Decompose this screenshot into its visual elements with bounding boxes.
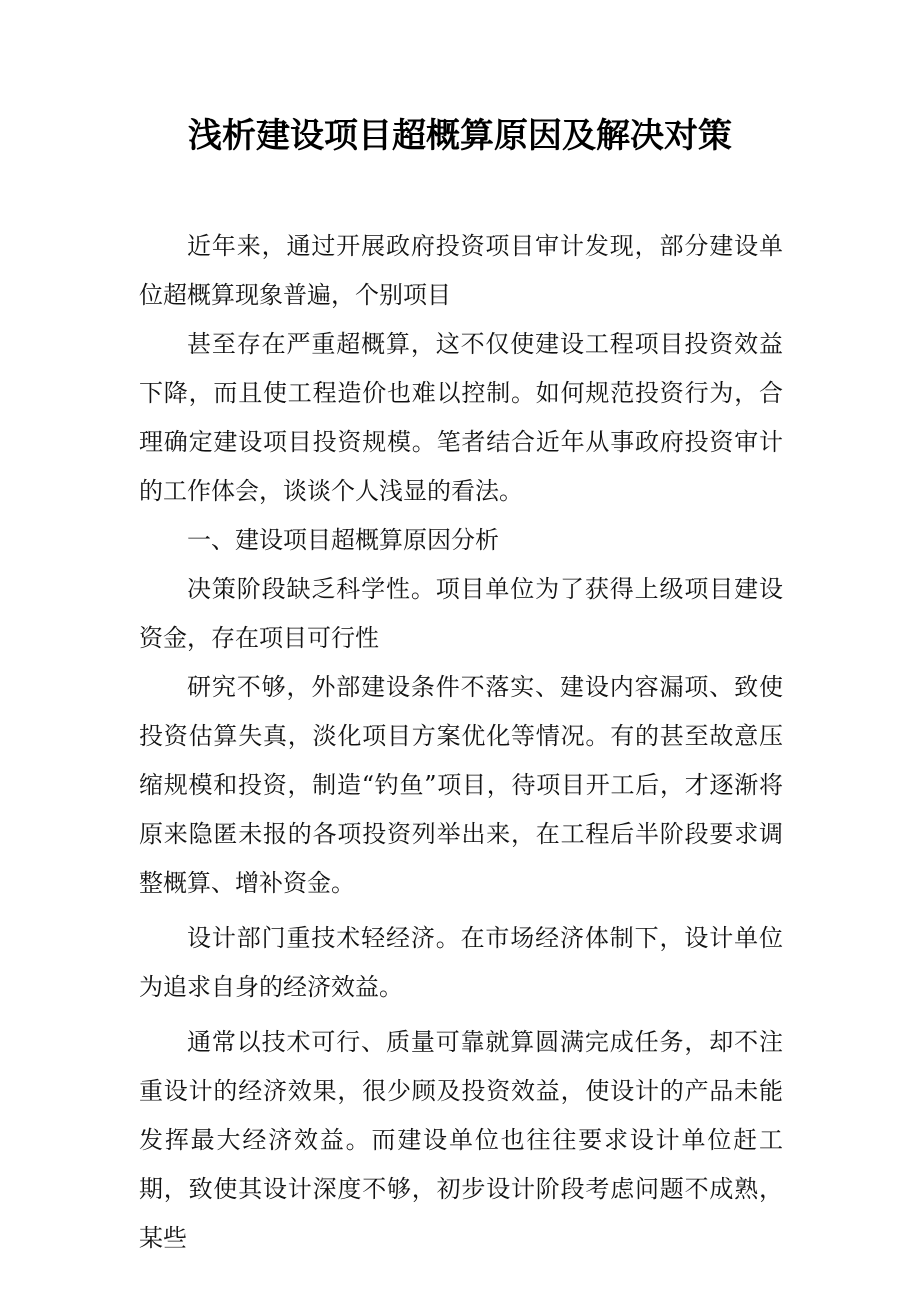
paragraph-decision-stage: 决策阶段缺乏科学性。项目单位为了获得上级项目建设资金，存在项目可行性 [139,575,783,652]
section-heading-causes: 一、建设项目超概算原因分析 [187,526,499,554]
paragraph-design-economics: 通常以技术可行、质量可靠就算圆满完成任务，却不注重设计的经济效果，很少顾及投资效益，使设计的产品未能发挥最大经济效益。而建设单位也往往要求设计单位赶工期，致使其设计深度不够，初步设计阶段考虑问题不成熟，某些 [139,1028,783,1252]
paragraph-design-department: 设计部门重技术轻经济。在市场经济体制下，设计单位为追求自身的经济效益。 [139,924,783,1001]
paragraph-intro: 近年来，通过开展政府投资项目审计发现，部分建设单位超概算现象普遍，个别项目 [139,232,783,309]
paragraph-feasibility-study: 研究不够，外部建设条件不落实、建设内容漏项、致使投资估算失真，淡化项目方案优化等情况。有的甚至故意压缩规模和投资，制造“钓鱼”项目，待项目开工后，才逐渐将原来隐匿未报的各项投资列举出来，在工程后半阶段要求调整概算、增补资金。 [139,673,783,897]
paragraph-overrun-impact: 甚至存在严重超概算，这不仅使建设工程项目投资效益下降，而且使工程造价也难以控制。如何规范投资行为，合理确定建设项目投资规模。笔者结合近年从事政府投资审计的工作体会，谈谈个人浅显的看法。 [139,330,783,505]
document-title: 浅析建设项目超概算原因及解决对策 [188,116,732,156]
document-body [139,222,783,1263]
